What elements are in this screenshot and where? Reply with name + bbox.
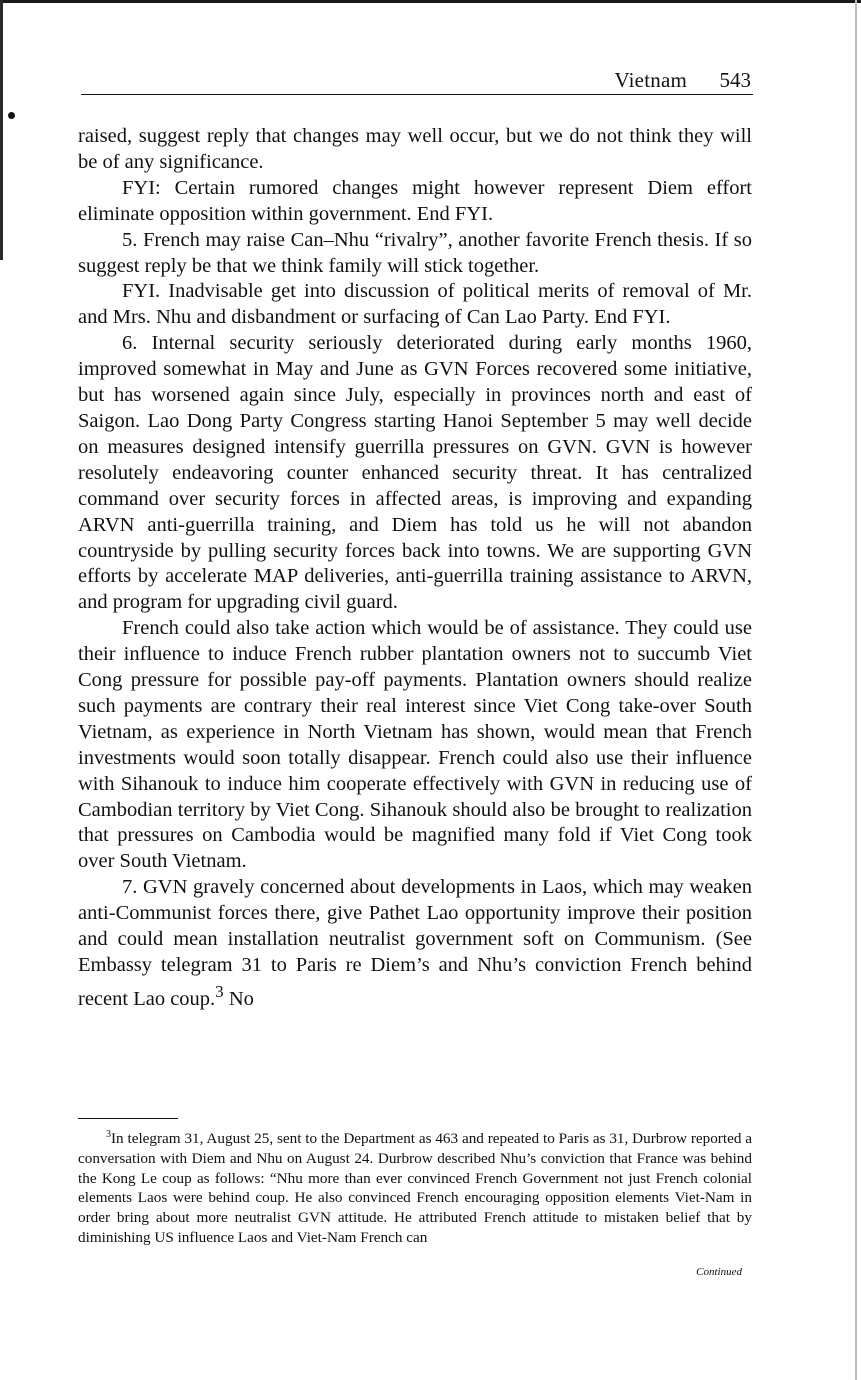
scan-edge-right	[855, 0, 857, 1380]
paragraph: French could also take action which would be of assistance. They could use their influence to induce French rubber plantation owners not to succumb Viet Cong pressure for possible pay-off payments. Plantation owners should realize such payments are contrary their real interest since Viet Cong take-over South Vietnam, as experience in North Vietnam has shown, would mean that French investments would soon totally disappear. French could also use their influence with Sihanouk to induce him cooperate effectively with GVN in reducing use of Cambodian territory by Viet Cong. Sihanouk should also be brought to realization that pressures on Cambodia would be magnified many fold if Viet Cong took over South Vietnam.	[78, 617, 752, 873]
paragraph: 5. French may raise Can–Nhu “rivalry”, another favorite French thesis. If so suggest reply be that we think family will stick together.	[78, 228, 752, 277]
scan-edge-top	[0, 0, 861, 3]
page-number: 543	[719, 68, 751, 92]
footnote-marker: 3	[106, 1128, 111, 1140]
paragraph: FYI. Inadvisable get into discussion of political merits of removal of Mr. and Mrs. Nhu and disbandment or surfacing of Can Lao Party. End FYI.	[78, 280, 752, 329]
running-head	[81, 68, 753, 95]
scan-edge-left	[0, 0, 3, 260]
footnote-rule	[78, 1118, 178, 1119]
binding-mark	[8, 112, 15, 119]
paragraph: 6. Internal security seriously deteriorated during early months 1960, improved somewhat in May and June as GVN Forces recovered some initiative, but has worsened again since July, especially in provinces north and east of Saigon. Lao Dong Party Congress starting Hanoi September 5 may well decide on measures designed intensify guerrilla pressures on GVN. GVN is however resolutely endeavoring counter enhanced security threat. It has centralized command over security forces in affected areas, is improving and expanding ARVN anti-guerrilla training, and Diem has told us he will not abandon countryside by pulling security forces back into towns. We are supporting GVN efforts by accelerate MAP deliveries, anti-guerrilla training assistance to ARVN, and program for upgrading civil guard.	[78, 332, 752, 614]
paragraph-tail: No	[223, 987, 254, 1010]
paragraph: FYI: Certain rumored changes might however represent Diem effort eliminate opposition within government. End FYI.	[78, 176, 752, 225]
footnote-text: In telegram 31, August 25, sent to the Department as 463 and repeated to Paris as 31, Durbrow reported a conversation with Diem and Nhu on August 24. Durbrow described Nhu’s conviction that France was behind the Kong Le coup as follows: “Nhu more than ever convinced French Government not just French colonial elements Laos were behind coup. He also convinced French encouraging opposition elements Viet-Nam in order bring about more neutralist GVN attitude. He attributed French attitude to mistaken belief that by diminishing US influence Laos and Viet-Nam French can	[78, 1130, 752, 1246]
paragraph-text: 7. GVN gravely concerned about developments in Laos, which may weaken anti-Communist forces there, give Pathet Lao opportunity improve their position and could mean installation neutralist government soft on Communism. (See Embassy telegram 31 to Paris re Diem’s and Nhu’s conviction French behind recent Lao coup.	[78, 876, 752, 1010]
running-head-title: Vietnam	[614, 68, 687, 92]
footnote	[78, 1129, 752, 1248]
footnote-reference[interactable]: 3	[215, 981, 224, 1001]
body-text	[78, 124, 752, 1013]
paragraph: raised, suggest reply that changes may well occur, but we do not think they will be of any significance.	[78, 125, 752, 173]
paragraph-7	[78, 875, 752, 1012]
continued-label: Continued	[696, 1266, 742, 1278]
